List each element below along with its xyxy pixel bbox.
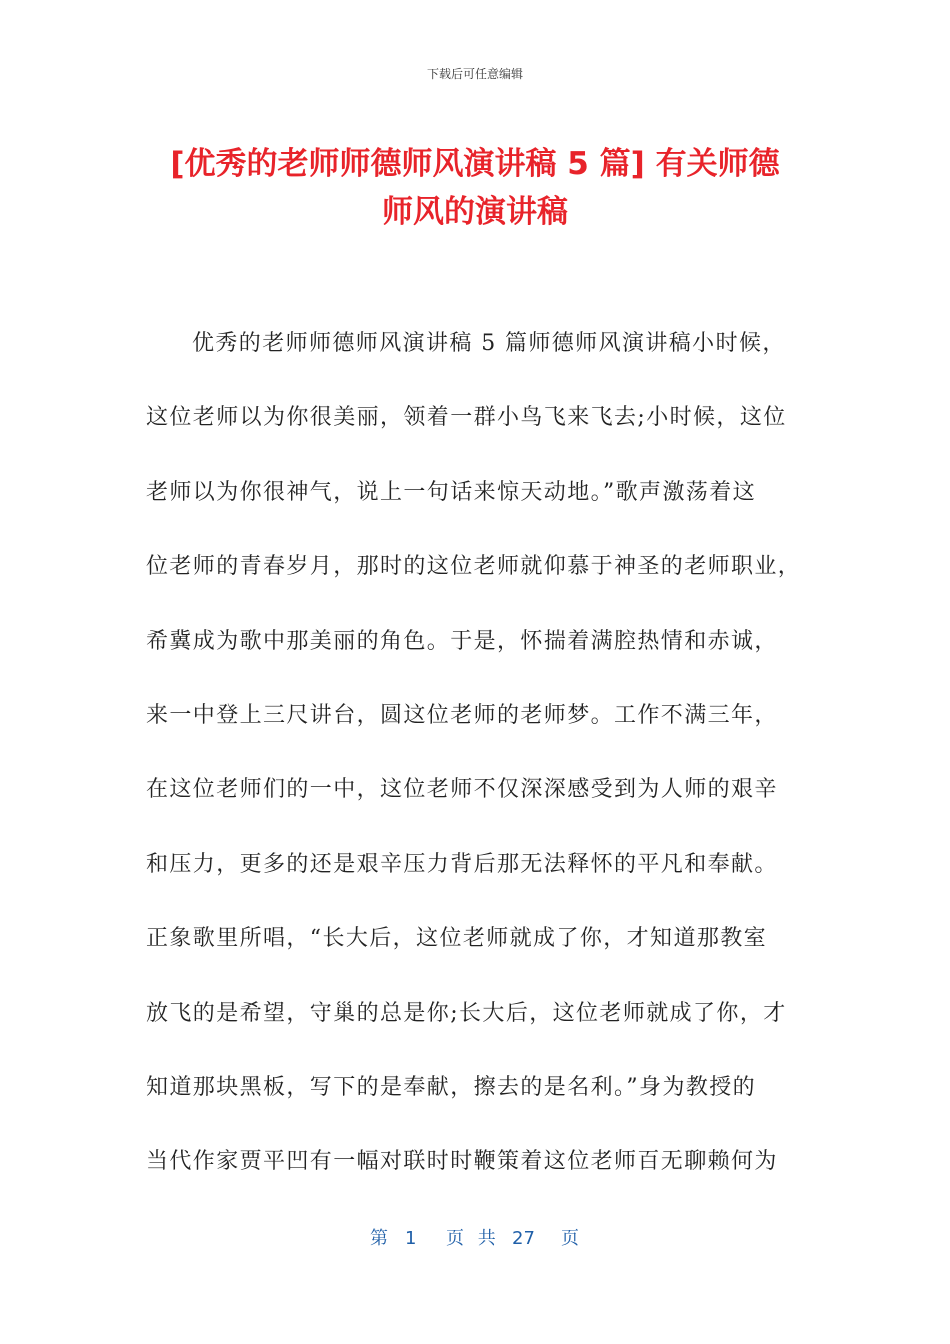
body-line: 优秀的老师师德师风演讲稿 5 篇师德师风演讲稿小时候， [192, 331, 786, 356]
body-line: 来一中登上三尺讲台，圆这位老师的老师梦。工作不满三年， [146, 702, 778, 728]
page-footer [0, 1224, 950, 1254]
body-line: 这位老师以为你很美丽，领着一群小鸟飞来飞去;小时候，这位 [146, 405, 787, 431]
body-line: 位老师的青春岁月，那时的这位老师就仰慕于神圣的老师职业， [146, 554, 802, 580]
footer-page-prefix: 第 [370, 1228, 388, 1249]
body-line: 知道那块黑板，写下的是奉献，擦去的是名利。”身为教授的 [146, 1074, 757, 1100]
footer-page-number: 1 [405, 1228, 417, 1249]
body-line: 正象歌里所唱，“长大后，这位老师就成了你，才知道那教室 [146, 926, 768, 952]
body-line: 当代作家贾平凹有一幅对联时时鞭策着这位老师百无聊赖何为 [146, 1149, 778, 1175]
body-line: 和压力，更多的还是艰辛压力背后那无法释怀的平凡和奉献。 [146, 851, 778, 877]
footer-page-suffix: 页 [561, 1228, 579, 1249]
body-line: 放飞的是希望，守巢的总是你;长大后，这位老师就成了你，才 [146, 1000, 787, 1026]
title-line-1: [优秀的老师师德师风演讲稿 5 篇] 有关师德 [170, 146, 780, 182]
body-line: 希冀成为歌中那美丽的角色。于是，怀揣着满腔热情和赤诚， [146, 628, 778, 654]
header-note: 下载后可任意编辑 [426, 67, 523, 81]
footer-total-pages: 27 [512, 1228, 535, 1249]
title-line-2: 师风的演讲稿 [382, 194, 568, 230]
body-line: 在这位老师们的一中，这位老师不仅深深感受到为人师的艰辛 [146, 777, 778, 803]
body-line: 老师以为你很神气，说上一句话来惊天动地。”歌声激荡着这 [146, 479, 757, 505]
body-text [146, 322, 826, 1215]
footer-page-mid: 页 共 [446, 1228, 496, 1249]
document-title [120, 140, 830, 236]
